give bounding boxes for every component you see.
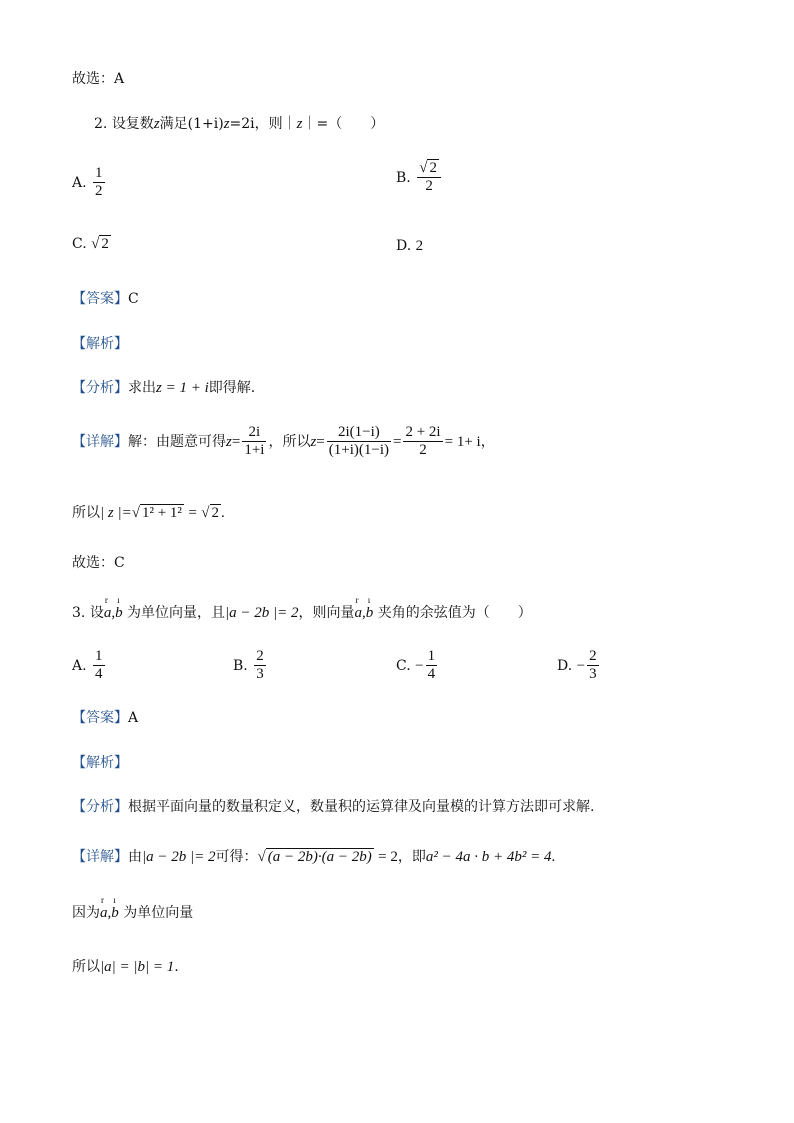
stem-text: 设复数 bbox=[111, 116, 154, 132]
modulus: | z |= bbox=[100, 505, 132, 521]
option-label: B. bbox=[396, 169, 411, 186]
fraction: $\frac{2i}{1+i}$ bbox=[244, 424, 265, 459]
period: . bbox=[174, 959, 179, 975]
option-d[interactable] bbox=[557, 648, 601, 684]
option-label: C. bbox=[396, 657, 411, 674]
equals: = bbox=[231, 433, 241, 450]
fraction: $\frac{2i(1-i)}{(1+i)(1-i)}$ bbox=[328, 424, 389, 459]
question-3-stem bbox=[72, 602, 532, 622]
sqrt: √ 2 bbox=[91, 236, 109, 252]
option-a[interactable] bbox=[72, 648, 107, 684]
text: 解：由题意可得 bbox=[128, 433, 226, 450]
stem-text: =2i，则｜ bbox=[229, 116, 297, 132]
var-z: z bbox=[296, 116, 303, 132]
equals: = bbox=[316, 433, 325, 450]
answer-choice-line: 故选：C bbox=[72, 555, 125, 571]
answer-tag: 【答案】 bbox=[72, 710, 128, 726]
stem-text: 为单位向量，且 bbox=[127, 605, 226, 621]
fenxi-text: 根据平面向量的数量积定义，数量积的运算律及向量模的计算方法即可求解. bbox=[128, 799, 595, 815]
equation: |a| = |b| = 1 bbox=[100, 959, 175, 975]
xiangjie-line bbox=[72, 846, 555, 866]
question-number: 3. bbox=[72, 605, 86, 621]
answer-line bbox=[72, 288, 139, 308]
period: . bbox=[221, 505, 225, 521]
stem-text: 满足(1+i) bbox=[159, 116, 224, 132]
stem-text: ，则向量 bbox=[298, 605, 355, 621]
sqrt: √ 1² + 1² bbox=[131, 505, 182, 521]
option-value: 2 bbox=[415, 238, 424, 254]
text: 所以 bbox=[72, 959, 100, 975]
sqrt: √ 2 bbox=[201, 505, 220, 521]
option-c[interactable] bbox=[396, 648, 439, 684]
option-label: A. bbox=[72, 657, 87, 674]
option-label: C. bbox=[72, 236, 87, 252]
var-z: z bbox=[226, 433, 232, 450]
xiangjie-line bbox=[72, 424, 495, 460]
equation: z = 1 + i bbox=[156, 380, 209, 396]
jiexi-tag: 【解析】 bbox=[72, 755, 128, 771]
fraction: $\frac{2}{3}$ bbox=[256, 648, 264, 683]
fenxi-text: 即得解. bbox=[208, 380, 256, 396]
fenxi-text: 求出 bbox=[128, 380, 156, 396]
var-z: z bbox=[223, 116, 230, 132]
comma: , bbox=[111, 605, 116, 621]
var-z: z bbox=[310, 433, 317, 450]
answer-choice-line: 故选：A bbox=[72, 71, 125, 87]
option-label: D. bbox=[396, 238, 412, 254]
option-label: A. bbox=[72, 174, 87, 191]
jiexi-tag: 【解析】 bbox=[72, 336, 128, 352]
answer-tag: 【答案】 bbox=[72, 291, 128, 307]
equals: = bbox=[393, 433, 402, 450]
answer-value: C bbox=[128, 291, 139, 307]
vector-b: ı b bbox=[366, 605, 374, 621]
text: ，所以 bbox=[268, 433, 311, 450]
text: 所以 bbox=[72, 505, 100, 521]
option-label: D. bbox=[557, 657, 573, 674]
fraction: $\frac{1}{4}$ bbox=[95, 648, 103, 683]
stem-text: ｜=（ ） bbox=[302, 116, 385, 132]
minus-sign: − bbox=[576, 657, 586, 674]
period: . bbox=[551, 849, 556, 865]
option-d[interactable] bbox=[396, 238, 423, 255]
stem-text: 夹角的余弦值为（ ） bbox=[377, 605, 532, 621]
comma: ， bbox=[480, 433, 495, 450]
fraction: $\frac{2}{3}$ bbox=[589, 648, 597, 683]
question-number: 2. bbox=[94, 116, 108, 132]
vector-b: ı b bbox=[115, 605, 123, 621]
fenxi-line bbox=[72, 377, 255, 397]
fraction: $\frac{2 + 2i}{2}$ bbox=[405, 424, 441, 459]
option-a[interactable] bbox=[72, 165, 107, 201]
fenxi-line bbox=[72, 796, 594, 816]
answer-value: A bbox=[128, 710, 139, 726]
vector-b: ı b bbox=[111, 905, 119, 921]
conclusion-line bbox=[72, 956, 179, 976]
vector-modulus: |a − 2b |= 2 bbox=[225, 605, 299, 621]
question-2-stem bbox=[94, 113, 384, 133]
text: 由 bbox=[128, 849, 142, 865]
comma: , bbox=[362, 605, 366, 621]
vector-a: r a bbox=[355, 605, 363, 621]
modulus-line bbox=[72, 502, 225, 522]
option-label: B. bbox=[233, 657, 248, 674]
xiangjie-tag: 【详解】 bbox=[72, 433, 128, 450]
because-line bbox=[72, 902, 193, 922]
text: 因为 bbox=[72, 905, 100, 921]
fraction: $\frac{1}{4}$ bbox=[427, 648, 436, 683]
equation: a² − 4a · b + 4b² = 4 bbox=[425, 849, 552, 865]
vector-a: r a bbox=[100, 905, 108, 921]
option-c[interactable] bbox=[72, 236, 111, 253]
equals: = 2 bbox=[378, 849, 398, 865]
vector-a: r a bbox=[104, 605, 112, 621]
option-b[interactable] bbox=[396, 160, 443, 196]
var-z: z bbox=[153, 116, 160, 132]
fenxi-tag: 【分析】 bbox=[72, 799, 128, 815]
stem-text: 设 bbox=[89, 605, 104, 621]
vector-modulus: |a − 2b |= 2 bbox=[142, 849, 216, 865]
sqrt: √ (a − 2b)·(a − 2b) bbox=[257, 849, 372, 865]
text: 为单位向量 bbox=[123, 905, 194, 921]
fenxi-tag: 【分析】 bbox=[72, 380, 128, 396]
comma: , bbox=[107, 905, 112, 921]
text: 可得： bbox=[215, 849, 258, 865]
minus-sign: − bbox=[415, 657, 424, 674]
result: = 1+ i bbox=[444, 433, 481, 450]
equals: = bbox=[188, 505, 197, 521]
answer-line bbox=[72, 707, 138, 727]
text: ，即 bbox=[397, 849, 426, 865]
fraction: $\frac{1}{2}$ bbox=[95, 165, 103, 200]
fraction: $\frac{√ 2}{2}$ bbox=[417, 160, 441, 196]
xiangjie-tag: 【详解】 bbox=[72, 849, 128, 865]
option-b[interactable] bbox=[233, 648, 268, 684]
